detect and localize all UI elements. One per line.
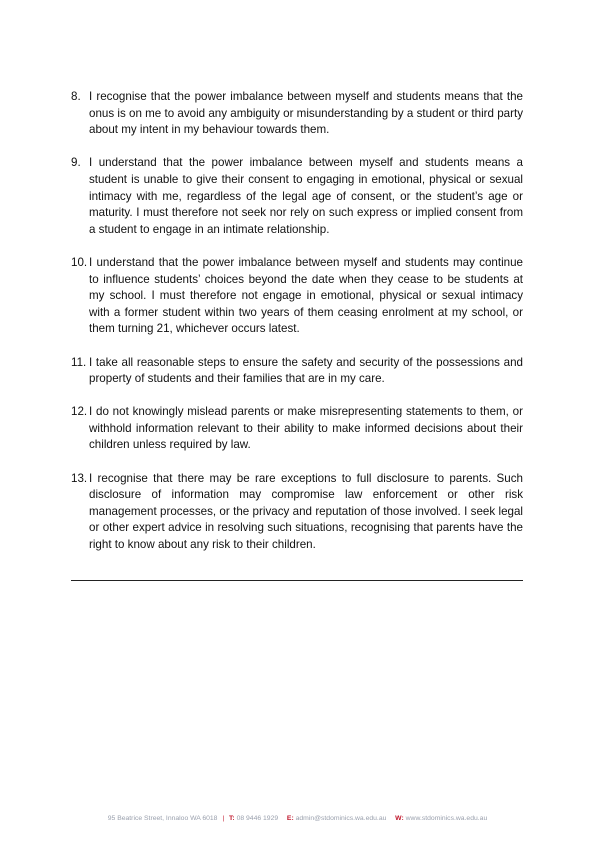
footer-web[interactable]: www.stdominics.wa.edu.au	[405, 815, 488, 822]
footer-phone-label: T:	[229, 815, 235, 822]
footer-separator: |	[222, 815, 225, 822]
clause-item	[71, 255, 523, 338]
clause-number: 10.	[71, 255, 88, 269]
clause-item	[71, 355, 523, 388]
clause-text: I recognise that there may be rare exceptions to full disclosure to parents. Such disclosure of information may compromise law enforcement or other risk management processes, or the privacy and reputation of those involved. I seek legal or other expert advice in resolving such situations, recognising that parents have the right to know about any risk to their children.	[89, 471, 523, 552]
clause-number: 8.	[71, 90, 81, 103]
clause-text: I take all reasonable steps to ensure the safety and security of the possessions and property of students and their families that are in my care.	[89, 355, 523, 386]
clause-text: I understand that the power imbalance between myself and students may continue to influence students’ choices beyond the date when they cease to be students at my school. I must therefore not engage in emotional, physical or sexual intimacy with a former student within two years of them ceasing enrolment at my school, or them turning 21, whichever occurs latest.	[89, 255, 523, 336]
clause-text: I do not knowingly mislead parents or make misrepresenting statements to them, or withhold information relevant to their ability to make informed decisions about their children unless required by law.	[89, 405, 523, 452]
clause-number: 9.	[71, 156, 81, 170]
footer-phone: 08 9446 1929	[236, 815, 279, 822]
clause-text: I understand that the power imbalance between myself and students means a student is unable to give their consent to engaging in emotional, physical or sexual intimacy with me, regardless of the legal age of consent, or the student’s age or maturity. I must therefore not seek nor rely on such express or implied consent from a student to engage in an intimate relationship.	[89, 156, 523, 236]
clause-number: 12.	[71, 405, 88, 419]
footer-address: 95 Beatrice Street, Innaloo WA 6018	[107, 815, 218, 822]
clause-number: 11.	[71, 355, 87, 369]
clause-number: 13.	[71, 471, 88, 485]
page-footer	[0, 814, 595, 823]
footer-web-label: W:	[395, 815, 404, 822]
clause-text: I recognise that the power imbalance between myself and students means that the onus is on me to avoid any ambiguity or misunderstanding by a student or third party about my intent in my behaviour towards them.	[89, 90, 523, 137]
clause-list	[71, 89, 523, 570]
clause-item	[71, 404, 523, 454]
footer-email[interactable]: admin@stdominics.wa.edu.au	[295, 815, 387, 822]
clause-item	[71, 155, 523, 238]
horizontal-divider	[71, 580, 523, 581]
clause-item	[71, 471, 523, 554]
footer-email-label: E:	[286, 815, 294, 822]
clause-item	[71, 89, 523, 139]
